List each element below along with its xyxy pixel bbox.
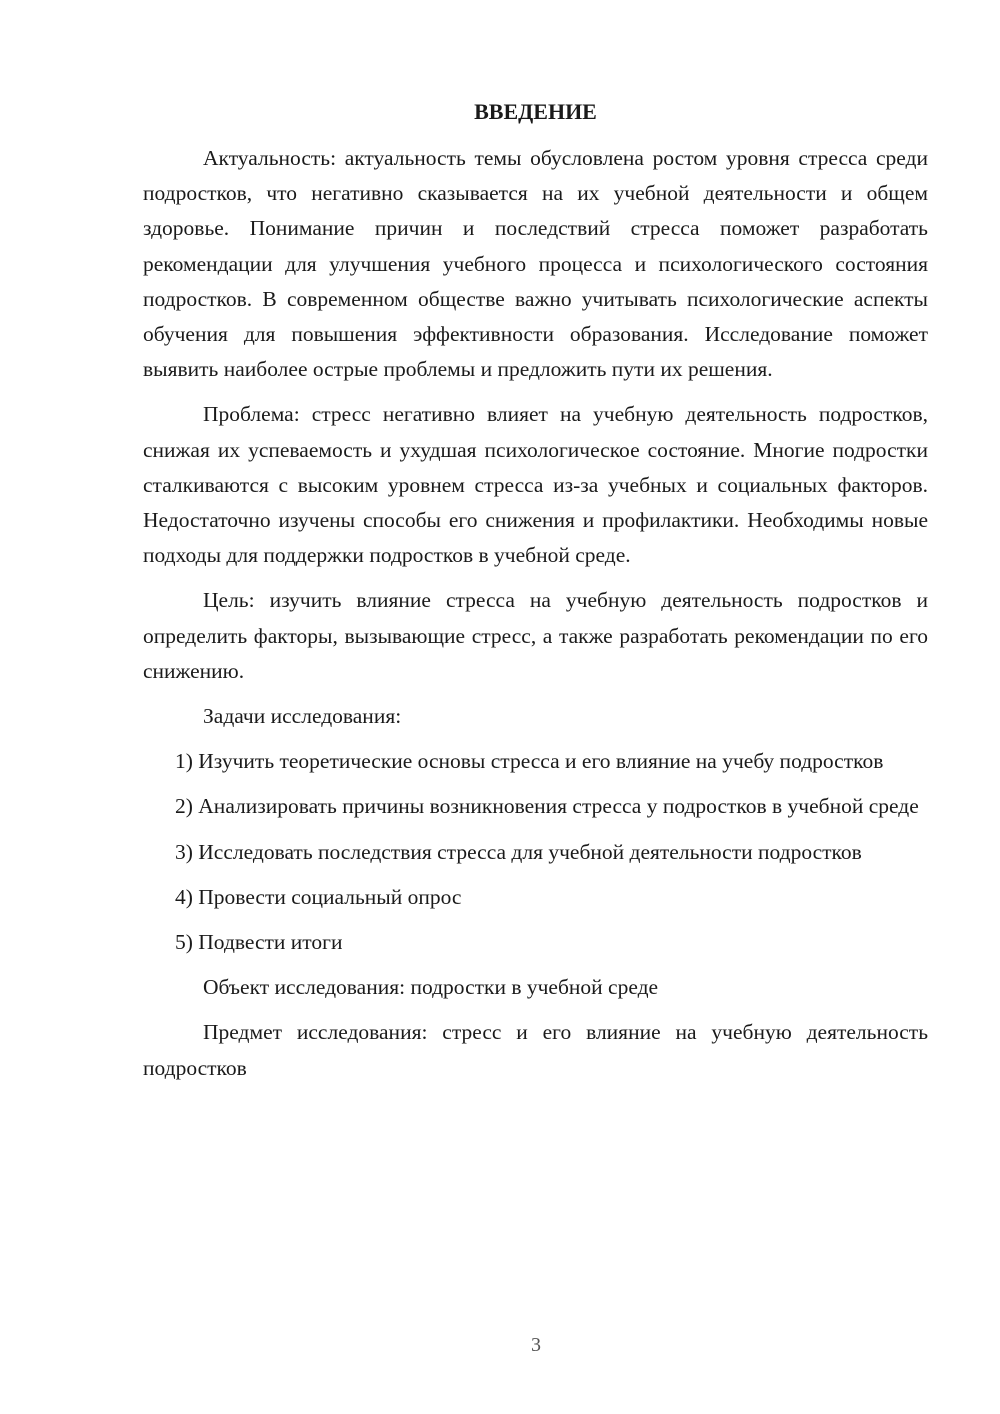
task-item-5: 5) Подвести итоги [175, 930, 343, 955]
research-object-paragraph: Объект исследования: подростки в учебной среде [203, 975, 659, 1000]
task-item-4: 4) Провести социальный опрос [175, 884, 462, 909]
document-page [143, 94, 928, 1096]
research-subject-paragraph: Предмет исследования: стресс и его влияние на учебную деятельность подростков [143, 1020, 928, 1080]
goal-paragraph: Цель: изучить влияние стресса на учебную деятельность подростков и определить факторы, вызывающие стресс, а также разработать рекомендации по его снижению. [143, 588, 928, 683]
relevance-paragraph: Актуальность: актуальность темы обусловлена ростом уровня стресса среди подростков, что негативно сказывается на их учебной деятельности и общем здоровье. Понимание причин и последствий стресса поможет разработать рекомендации для улучшения учебного процесса и психологического состояния подростков. В современном обществе важно учитывать психологические аспекты обучения для повышения эффективности образования. Исследование поможет выявить наиболее острые проблемы и предложить пути их решения. [143, 146, 928, 382]
task-item-3: 3) Исследовать последствия стресса для учебной деятельности подростков [175, 839, 862, 864]
task-item-1: 1) Изучить теоретические основы стресса и его влияние на учебу подростков [175, 749, 884, 774]
section-heading: ВВЕДЕНИЕ [474, 99, 597, 124]
tasks-title: Задачи исследования: [203, 704, 402, 729]
task-item-2: 2) Анализировать причины возникновения стресса у подростков в учебной среде [175, 794, 919, 819]
page-number: 3 [531, 1334, 541, 1356]
problem-paragraph: Проблема: стресс негативно влияет на учебную деятельность подростков, снижая их успеваемость и ухудшая психологическое состояние. Многие подростки сталкиваются с высоким уровнем стресса из-за учебных и социальных факторов. Недостаточно изучены способы его снижения и профилактики. Необходимы новые подходы для поддержки подростков в учебной среде. [143, 402, 928, 568]
